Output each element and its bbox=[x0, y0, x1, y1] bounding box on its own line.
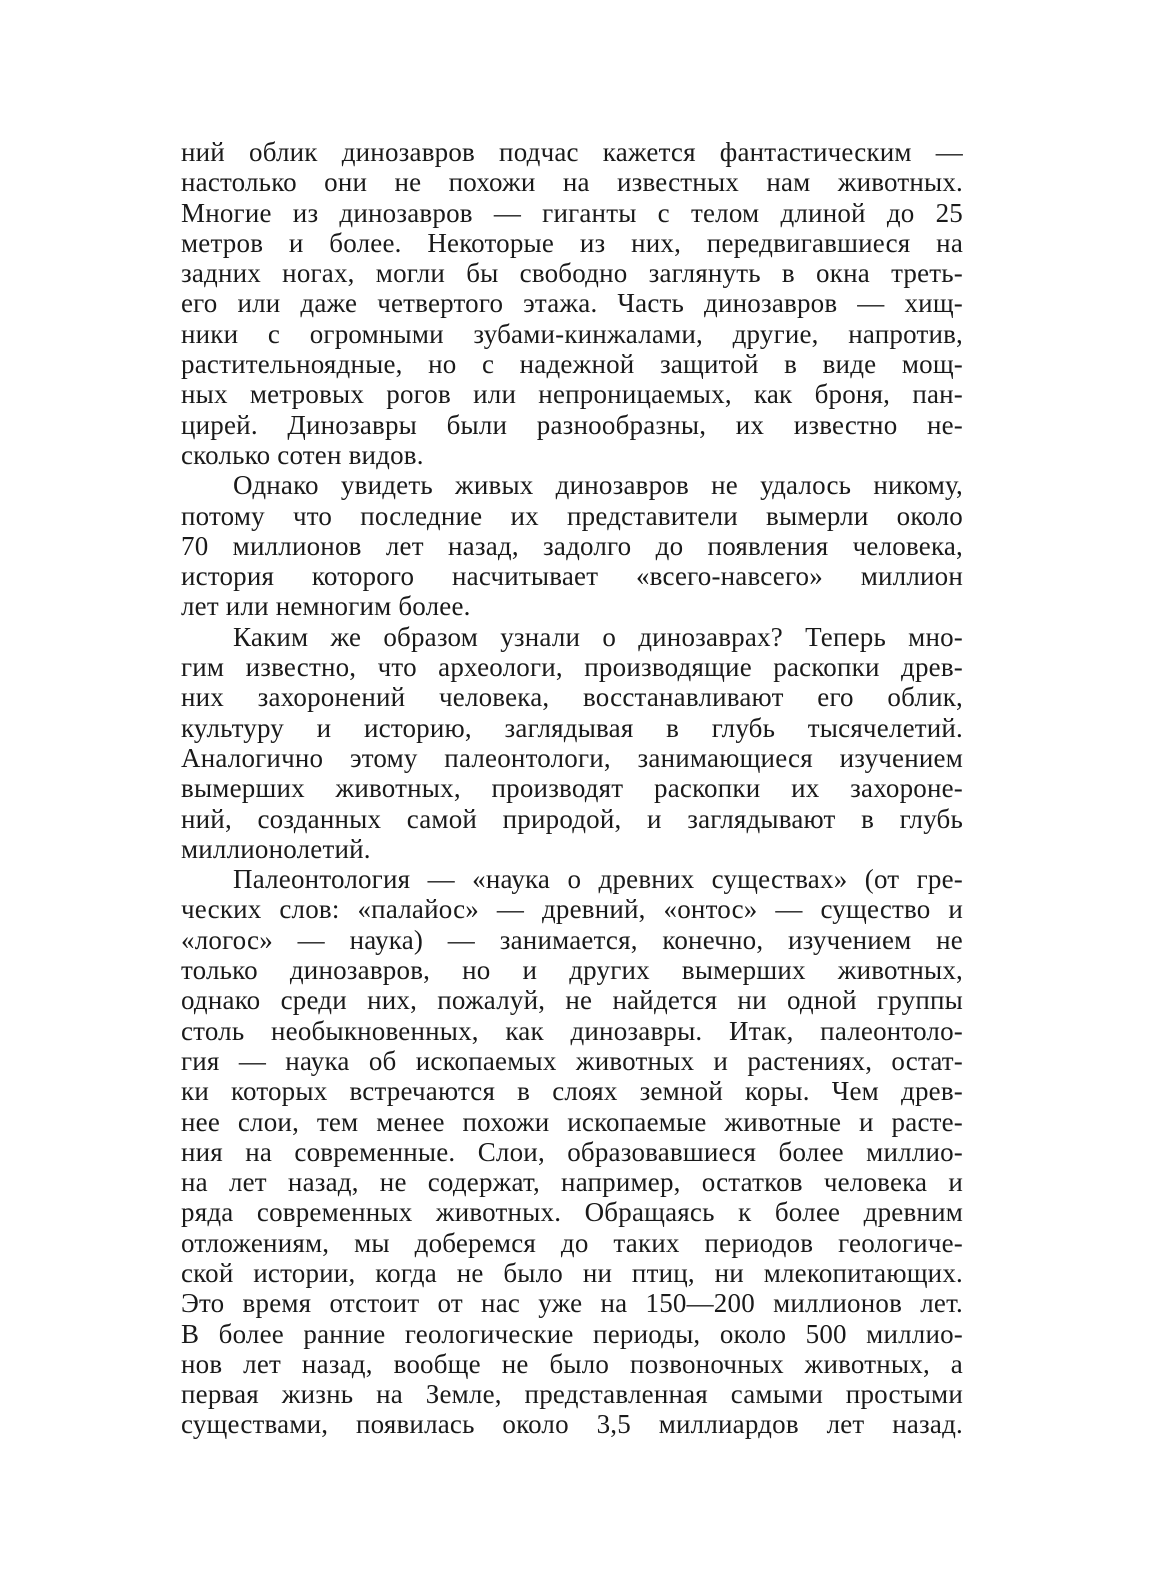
body-text bbox=[181, 137, 963, 1440]
text-line: существами, появилась около 3,5 миллиардов лет назад. bbox=[181, 1409, 963, 1440]
text-line: отложениям, мы доберемся до таких периодов геологиче- bbox=[181, 1227, 963, 1258]
text-line: ний, созданных самой природой, и заглядывают в глубь bbox=[181, 803, 963, 834]
text-line: только динозавров, но и других вымерших животных, bbox=[181, 955, 963, 986]
paragraph-3 bbox=[181, 622, 963, 864]
text-line: история которого насчитывает «всего-навсего» миллион bbox=[181, 561, 963, 592]
text-line: ки которых встречаются в слоях земной коры. Чем древ- bbox=[181, 1076, 963, 1107]
text-line: вымерших животных, производят раскопки их захороне- bbox=[181, 773, 963, 804]
text-line: Аналогично этому палеонтологи, занимающиеся изучением bbox=[181, 742, 963, 773]
text-line: нее слои, тем менее похожи ископаемые животные и расте- bbox=[181, 1106, 963, 1137]
text-line: Многие из динозавров — гиганты с телом длиной до 25 bbox=[181, 197, 963, 228]
text-line: метров и более. Некоторые из них, передвигавшиеся на bbox=[181, 227, 963, 258]
text-line: ния на современные. Слои, образовавшиеся более миллио- bbox=[181, 1136, 963, 1167]
text-line: Однако увидеть живых динозавров не удалось никому, bbox=[233, 470, 963, 501]
text-line: ных метровых рогов или непроницаемых, как броня, пан- bbox=[181, 379, 963, 410]
text-line: В более ранние геологические периоды, около 500 миллио- bbox=[181, 1318, 963, 1349]
text-line: растительноядные, но с надежной защитой в виде мощ- bbox=[181, 349, 963, 380]
text-line: Каким же образом узнали о динозаврах? Теперь мно- bbox=[233, 621, 963, 652]
text-line: однако среди них, пожалуй, не найдется ни одной группы bbox=[181, 985, 963, 1016]
text-line: первая жизнь на Земле, представленная самыми простыми bbox=[181, 1379, 963, 1410]
text-line: ники с огромными зубами-кинжалами, другие, напротив, bbox=[181, 318, 963, 349]
text-line: цирей. Динозавры были разнообразны, их известно не- bbox=[181, 409, 963, 440]
text-line: его или даже четвертого этажа. Часть динозавров — хищ- bbox=[181, 288, 963, 319]
text-line: ской истории, когда не было ни птиц, ни млекопитающих. bbox=[181, 1257, 963, 1288]
text-line: «логос» — наука) — занимается, конечно, изучением не bbox=[181, 924, 963, 955]
text-line: 70 миллионов лет назад, задолго до появления человека, bbox=[181, 530, 963, 561]
text-line: столь необыкновенных, как динозавры. Итак, палеонтоло- bbox=[181, 1015, 963, 1046]
text-line: ряда современных животных. Обращаясь к более древним bbox=[181, 1197, 963, 1228]
text-line: гим известно, что археологи, производящие раскопки древ- bbox=[181, 652, 963, 683]
text-line: ческих слов: «палайос» — древний, «онтос» — существо и bbox=[181, 894, 963, 925]
text-line: гия — наука об ископаемых животных и растениях, остат- bbox=[181, 1045, 963, 1076]
text-line: лет или немногим более. bbox=[181, 591, 471, 622]
paragraph-2 bbox=[181, 470, 963, 621]
text-line: нов лет назад, вообще не было позвоночных животных, а bbox=[181, 1348, 963, 1379]
text-line: миллионолетий. bbox=[181, 833, 371, 864]
text-line: ний облик динозавров подчас кажется фантастическим — bbox=[181, 137, 963, 167]
text-line: сколько сотен видов. bbox=[181, 439, 424, 470]
text-line: культуру и историю, заглядывая в глубь тысячелетий. bbox=[181, 712, 963, 743]
text-line: них захоронений человека, восстанавливают его облик, bbox=[181, 682, 963, 713]
text-line: настолько они не похожи на известных нам животных. bbox=[181, 167, 963, 198]
text-line: задних ногах, могли бы свободно заглянуть в окна треть- bbox=[181, 258, 963, 289]
text-line: Это время отстоит от нас уже на 150—200 миллионов лет. bbox=[181, 1288, 963, 1319]
text-line: Палеонтология — «наука о древних существах» (от гре- bbox=[233, 864, 963, 895]
paragraph-1 bbox=[181, 137, 963, 470]
paragraph-4 bbox=[181, 864, 963, 1440]
text-line: потому что последние их представители вымерли около bbox=[181, 500, 963, 531]
text-line: на лет назад, не содержат, например, остатков человека и bbox=[181, 1167, 963, 1198]
